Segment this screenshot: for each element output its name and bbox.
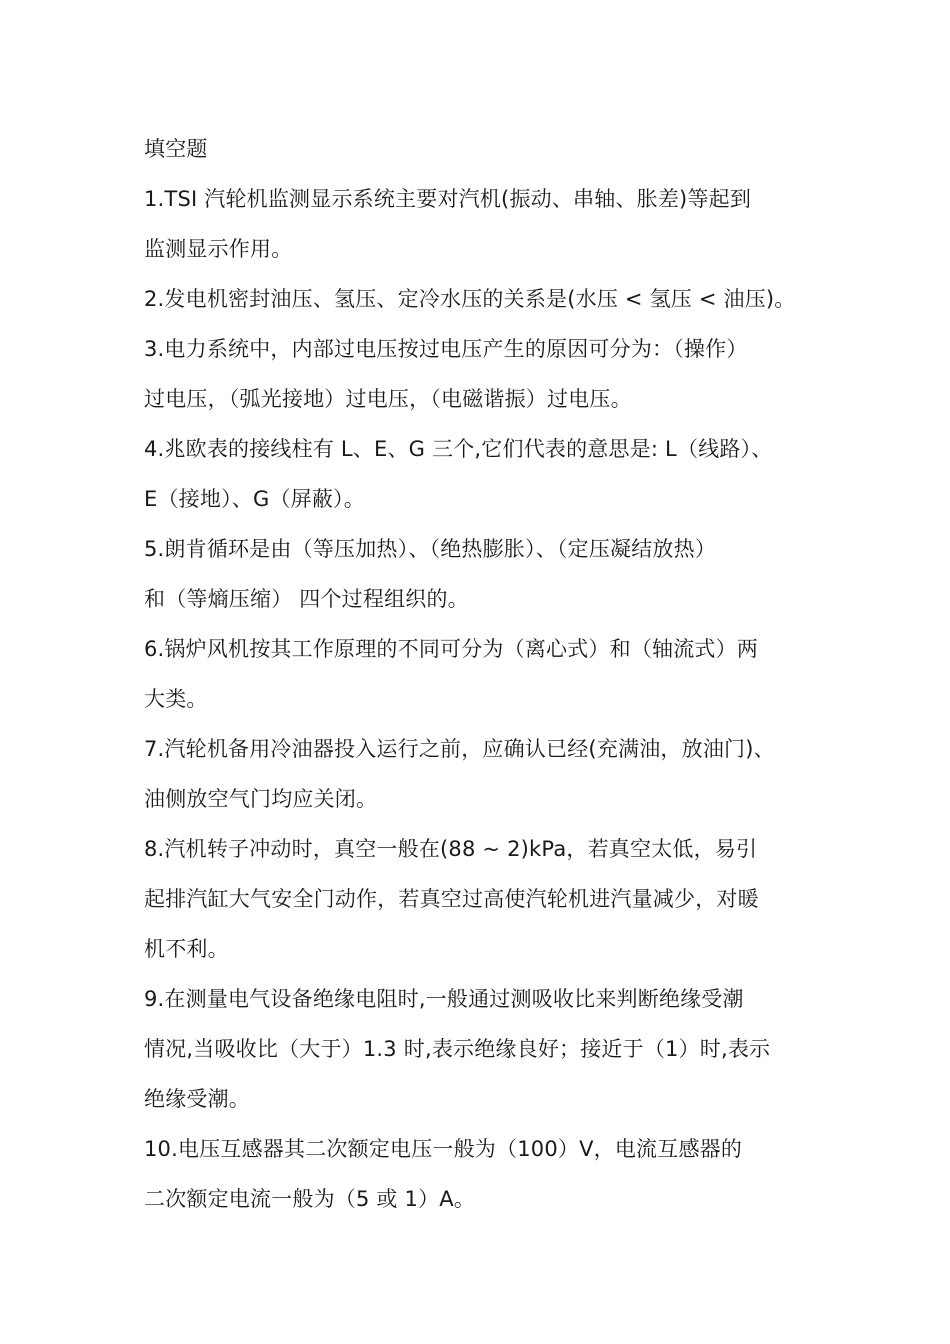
- question-6-line-1: 6.锅炉风机按其工作原理的不同可分为（离心式）和（轴流式）两: [144, 637, 759, 661]
- question-8-line-1: 8.汽机转子冲动时，真空一般在(88 ~ 2)kPa，若真空太低，易引: [144, 837, 758, 861]
- question-3-line-2: 过电压，（弧光接地）过电压，（电磁谐振）过电压。: [144, 387, 632, 411]
- question-2-line-1: 2.发电机密封油压、氢压、定冷水压的关系是(水压 < 氢压 < 油压)。: [144, 287, 796, 311]
- question-1-line-1: 1.TSI 汽轮机监测显示系统主要对汽机(振动、串轴、胀差)等起到: [144, 187, 752, 211]
- question-3-line-1: 3.电力系统中，内部过电压按过电压产生的原因可分为：（操作）: [144, 337, 748, 361]
- question-9-line-2: 情况,当吸收比（大于）1.3 时,表示绝缘良好；接近于（1）时,表示: [144, 1037, 771, 1061]
- question-10-line-1: 10.电压互感器其二次额定电压一般为（100）V，电流互感器的: [144, 1137, 743, 1161]
- section-title: 填空题: [144, 137, 208, 161]
- question-4-line-1: 4.兆欧表的接线柱有 L、E、G 三个,它们代表的意思是: L（线路）、: [144, 437, 773, 461]
- question-8-line-2: 起排汽缸大气安全门动作，若真空过高使汽轮机进汽量减少，对暖: [144, 887, 759, 911]
- document-body: [144, 124, 824, 1224]
- question-8-line-3: 机不利。: [144, 937, 229, 961]
- question-5-line-2: 和（等熵压缩） 四个过程组织的。: [144, 587, 469, 611]
- question-9-line-3: 绝缘受潮。: [144, 1087, 250, 1111]
- question-7-line-1: 7.汽轮机备用冷油器投入运行之前，应确认已经(充满油，放油门)、: [144, 737, 775, 761]
- question-1-line-2: 监测显示作用。: [144, 237, 293, 261]
- question-4-line-2: E（接地）、G（屏蔽）。: [144, 487, 365, 511]
- question-10-line-2: 二次额定电流一般为（5 或 1）A。: [144, 1187, 476, 1211]
- question-9-line-1: 9.在测量电气设备绝缘电阻时,一般通过测吸收比来判断绝缘受潮: [144, 987, 744, 1011]
- question-5-line-1: 5.朗肯循环是由（等压加热）、（绝热膨胀）、（定压凝结放热）: [144, 537, 717, 561]
- question-6-line-2: 大类。: [144, 687, 208, 711]
- question-7-line-2: 油侧放空气门均应关闭。: [144, 787, 378, 811]
